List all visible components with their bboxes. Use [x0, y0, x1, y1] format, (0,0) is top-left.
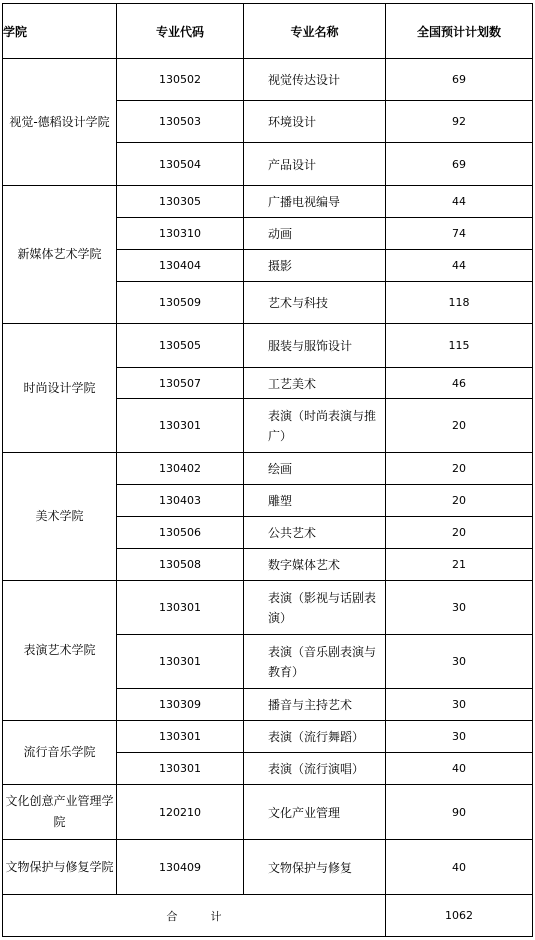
name-cell: 公共艺术 — [244, 517, 386, 549]
name-cell — [244, 399, 386, 453]
count-cell: 118 — [386, 282, 533, 324]
count-cell: 20 — [386, 485, 533, 517]
code-cell: 130301 — [117, 753, 244, 785]
code-cell: 130301 — [117, 721, 244, 753]
table-row — [3, 59, 533, 101]
total-count: 1062 — [386, 895, 533, 937]
count-cell: 20 — [386, 399, 533, 453]
code-cell: 130301 — [117, 635, 244, 689]
count-cell: 21 — [386, 549, 533, 581]
college-cell: 视觉-德稻设计学院 — [3, 59, 117, 186]
table-row — [3, 324, 533, 368]
code-cell: 130309 — [117, 689, 244, 721]
name-cell: 文物保护与修复 — [244, 840, 386, 895]
college-cell: 美术学院 — [3, 453, 117, 581]
name-text: 表演（影视与话剧表演） — [268, 590, 377, 625]
count-cell: 30 — [386, 689, 533, 721]
name-cell — [244, 581, 386, 635]
count-cell: 46 — [386, 368, 533, 399]
name-cell: 表演（流行演唱） — [244, 753, 386, 785]
code-cell: 130301 — [117, 399, 244, 453]
count-cell: 69 — [386, 59, 533, 101]
college-cell: 时尚设计学院 — [3, 324, 117, 453]
name-cell: 服装与服饰设计 — [244, 324, 386, 368]
count-cell: 30 — [386, 635, 533, 689]
count-cell: 30 — [386, 581, 533, 635]
header-code: 专业代码 — [117, 4, 244, 59]
count-cell: 90 — [386, 785, 533, 840]
table-row — [3, 840, 533, 895]
code-cell: 130508 — [117, 549, 244, 581]
name-cell: 工艺美术 — [244, 368, 386, 399]
code-cell: 130507 — [117, 368, 244, 399]
table-row — [3, 721, 533, 753]
count-cell: 20 — [386, 517, 533, 549]
total-label: 合 计 — [3, 895, 386, 937]
count-cell: 92 — [386, 101, 533, 143]
count-cell: 44 — [386, 186, 533, 218]
name-cell: 广播电视编导 — [244, 186, 386, 218]
name-cell: 数字媒体艺术 — [244, 549, 386, 581]
code-cell: 130504 — [117, 143, 244, 186]
name-cell: 产品设计 — [244, 143, 386, 186]
code-cell: 120210 — [117, 785, 244, 840]
code-cell: 130409 — [117, 840, 244, 895]
code-cell: 130506 — [117, 517, 244, 549]
table-row — [3, 186, 533, 218]
count-cell: 74 — [386, 218, 533, 250]
name-cell: 播音与主持艺术 — [244, 689, 386, 721]
count-cell: 69 — [386, 143, 533, 186]
name-cell: 表演（流行舞蹈） — [244, 721, 386, 753]
header-row — [3, 4, 533, 59]
header-name: 专业名称 — [244, 4, 386, 59]
name-cell: 文化产业管理 — [244, 785, 386, 840]
count-cell: 40 — [386, 753, 533, 785]
code-cell: 130404 — [117, 250, 244, 282]
code-cell: 130403 — [117, 485, 244, 517]
name-cell: 雕塑 — [244, 485, 386, 517]
name-cell: 视觉传达设计 — [244, 59, 386, 101]
header-count: 全国预计计划数 — [386, 4, 533, 59]
count-cell: 30 — [386, 721, 533, 753]
name-text: 表演（时尚表演与推广） — [268, 408, 377, 443]
count-cell: 20 — [386, 453, 533, 485]
college-cell: 文化创意产业管理学院 — [3, 785, 117, 840]
college-cell: 新媒体艺术学院 — [3, 186, 117, 324]
code-cell: 130505 — [117, 324, 244, 368]
header-college: 学院 — [3, 4, 117, 59]
count-cell: 115 — [386, 324, 533, 368]
name-cell — [244, 635, 386, 689]
name-cell: 绘画 — [244, 453, 386, 485]
count-cell: 40 — [386, 840, 533, 895]
code-cell: 130310 — [117, 218, 244, 250]
college-cell: 表演艺术学院 — [3, 581, 117, 721]
code-cell: 130301 — [117, 581, 244, 635]
name-text: 表演（音乐剧表演与教育） — [268, 644, 377, 679]
college-cell: 流行音乐学院 — [3, 721, 117, 785]
enrollment-plan-table — [2, 3, 533, 937]
name-cell: 环境设计 — [244, 101, 386, 143]
code-cell: 130502 — [117, 59, 244, 101]
code-cell: 130402 — [117, 453, 244, 485]
code-cell: 130503 — [117, 101, 244, 143]
code-cell: 130509 — [117, 282, 244, 324]
total-row — [3, 895, 533, 937]
college-cell: 文物保护与修复学院 — [3, 840, 117, 895]
name-cell: 摄影 — [244, 250, 386, 282]
table-row — [3, 581, 533, 635]
count-cell: 44 — [386, 250, 533, 282]
table-row — [3, 453, 533, 485]
name-cell: 动画 — [244, 218, 386, 250]
name-cell: 艺术与科技 — [244, 282, 386, 324]
code-cell: 130305 — [117, 186, 244, 218]
table-row — [3, 785, 533, 840]
